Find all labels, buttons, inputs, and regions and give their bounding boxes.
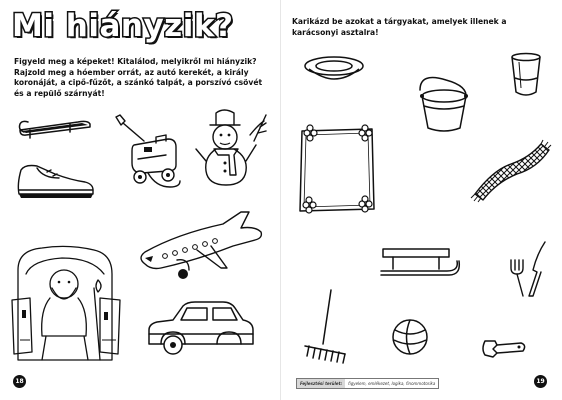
bucket-icon <box>416 78 472 136</box>
sled-icon <box>16 112 94 140</box>
footer-box <box>296 378 439 389</box>
instruction-text: Figyeld meg a képeket! Kitalálod, melyikről mi hiányzik? Rajzold meg a hóember orrát, az autó kerekét, a király koronáját, a cipő-fűzőt, a szánkó talpát, a porszívó csövét és a repülő szárnyát! <box>14 57 263 98</box>
page-number: 19 <box>534 375 547 388</box>
instruction-text: Karikázd be azokat a tárgyakat, amelyek illenek a karácsonyi asztalra! <box>292 17 507 37</box>
airplane-icon <box>137 208 267 286</box>
plate-icon <box>303 55 365 81</box>
ball-icon <box>391 318 429 356</box>
page-title: Mi hiányzik? <box>12 8 234 44</box>
snowman-icon <box>194 105 268 187</box>
footer-value: figyelem, emlékezet, logika, finommotorika <box>348 381 436 386</box>
tablecloth-icon <box>296 125 378 215</box>
shoe-icon <box>15 160 95 202</box>
king-icon <box>12 240 124 370</box>
cutlery-icon <box>507 240 547 298</box>
right-page <box>281 0 562 400</box>
wrench-icon <box>481 337 527 363</box>
sled-icon <box>379 245 461 279</box>
footer-label: Fejlesztési terület: <box>297 379 345 388</box>
car-icon <box>145 300 257 356</box>
page-number: 18 <box>13 375 26 388</box>
drinking-glass-icon <box>509 52 543 98</box>
scarf-icon <box>471 140 551 202</box>
rake-icon <box>301 288 351 364</box>
vacuum-cleaner-icon <box>110 115 185 195</box>
